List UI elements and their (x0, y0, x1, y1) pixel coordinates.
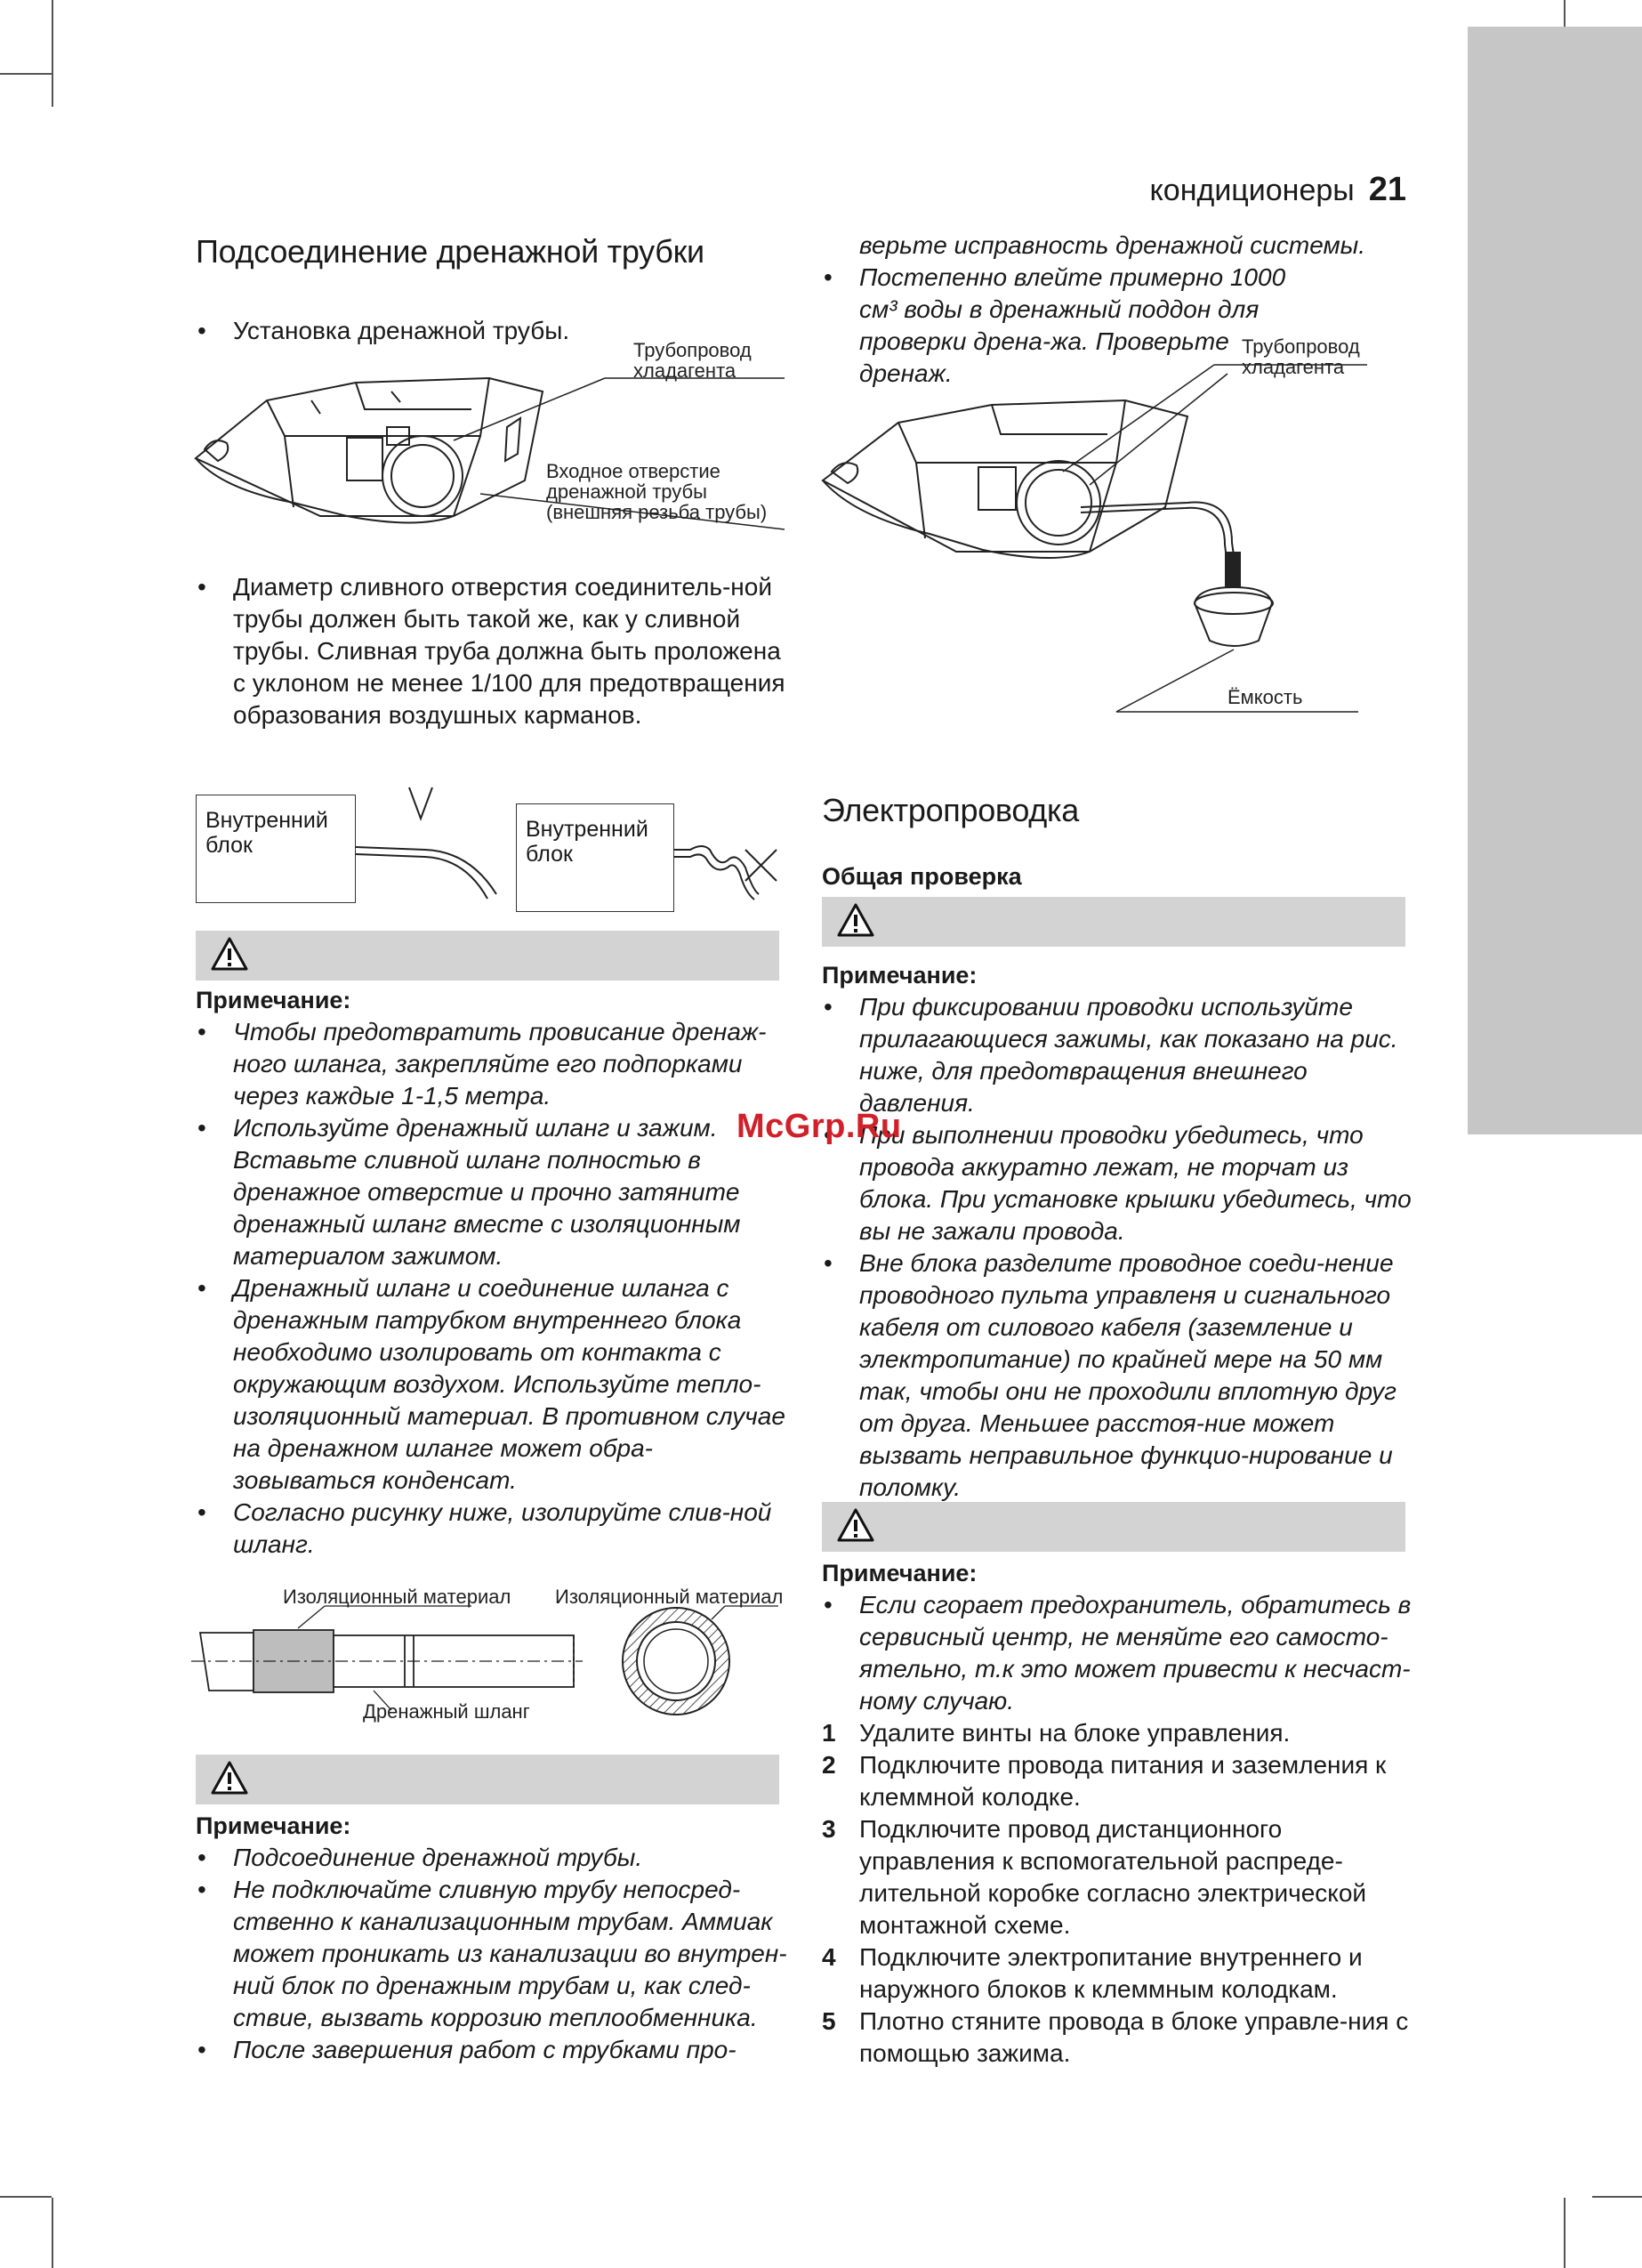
note3-item: • При фиксировании проводки используйте прилагающиеся зажимы, как показано на рис. ниже, для предотвращения внешнего давления. (822, 991, 1420, 1119)
note3-item: • Вне блока разделите проводное соеди-нение проводного пульта управленя и сигнального кабеля от силового кабеля (заземление и электропитание) по крайней мере на 50 мм так, чтобы они не проходили вплотную друг от друга. Меньшее расстоя-ние может вызвать неправильное функцио-нирование и поломку. (822, 1247, 1420, 1504)
warning-icon (836, 902, 875, 938)
diameter-bullet: • Диаметр сливного отверстия соединитель-ной трубы должен быть такой же, как у сливной трубы. Сливная труба должна быть проложена с уклоном не менее 1/100 для предотвращения образования воздушных карманов. (196, 571, 792, 731)
page-header (1150, 171, 1406, 209)
note2 (196, 1810, 792, 2066)
drain-test-figure (814, 335, 1383, 721)
step-item (822, 1717, 1420, 1749)
step-number: 2 (822, 1751, 836, 1779)
step-text: Удалите винты на блоке управления. (859, 1719, 1291, 1747)
drain-hose-label: Дренажный шланг (363, 1700, 530, 1723)
step-item (822, 2006, 1420, 2070)
step-item (822, 1813, 1420, 1941)
note1 (196, 984, 792, 1561)
step-item (822, 1749, 1420, 1813)
warning-icon (210, 936, 249, 972)
step-number: 3 (822, 1815, 836, 1843)
crop-mark (0, 2196, 52, 2198)
section-name: кондиционеры (1149, 174, 1355, 207)
note4 (822, 1557, 1420, 2070)
note3-title: Примечание: (822, 962, 978, 989)
step-text: Подключите провода питания и заземления к клеммной колодке. (859, 1751, 1387, 1811)
step-text: Плотно стяните провода в блоке управле-ния с помощью зажима. (859, 2007, 1409, 2067)
note1-item: • Согласно рисунку ниже, изолируйте слив-ной шланг. (196, 1497, 792, 1561)
slope-diagram (354, 779, 790, 921)
step-number: 5 (822, 2007, 836, 2035)
indoor-unit-box-incorrect: Внутренний блок (516, 803, 674, 912)
warning-icon (836, 1507, 875, 1543)
crop-mark (1564, 2198, 1566, 2268)
step-number: 1 (822, 1719, 836, 1747)
warning-bar (822, 897, 1405, 947)
note1-title: Примечание: (196, 987, 351, 1013)
note3 (822, 959, 1420, 1504)
insulation-figure (191, 1602, 796, 1726)
step-item (822, 1941, 1420, 2006)
crop-mark (1592, 2196, 1642, 2198)
install-bullet: • Установка дренажной трубы. (196, 315, 774, 347)
continued-item: верьте исправность дренажной системы. (859, 231, 1366, 259)
warning-bar (196, 1755, 779, 1804)
insulation-label-2: Изоляционный материал (555, 1586, 784, 1608)
container-label: Ёмкость (1227, 686, 1303, 708)
continued-item: • Постепенно влейте примерно 1000 см³ воды в дренажный поддон для проверки дрена-жа. Проверьте дренаж. (822, 262, 1329, 390)
drain-inlet-label: Входное отверстие дренажной трубы (внешняя резьба трубы) (546, 460, 768, 523)
crop-mark (52, 0, 53, 107)
note2-item: • После завершения работ с трубками про- (196, 2034, 792, 2066)
general-check-heading: Общая проверка (822, 863, 1022, 890)
indoor-unit-box-correct: Внутренний блок (196, 795, 356, 903)
warning-icon (210, 1760, 249, 1796)
crop-mark (0, 73, 52, 75)
note1-item: • Используйте дренажный шланг и зажим. Вставьте сливной шланг полностью в дренажное отверстие и прочно затяните дренажный шланг вместе с изоляционным материалом зажимом. (196, 1112, 792, 1272)
warning-bar (196, 931, 779, 981)
note2-item: • Подсоединение дренажной трубы. (196, 1842, 792, 1874)
note2-item: • Не подключайте сливную трубу непосред-ственно к канализационным трубам. Аммиак может проникать из канализации во внутрен-ний блок по дренажным трубам и, как след-ствие, вызвать коррозию теплообменника. (196, 1874, 792, 2034)
insulation-label-1: Изоляционный материал (283, 1586, 511, 1608)
note4-item: • Если сгорает предохранитель, обратитесь в сервисный центр, не меняйте его самосто-ятельно, т.к это может привести к несчаст-ному случаю. (822, 1589, 1420, 1717)
crop-mark (52, 2198, 53, 2268)
diameter-bullet-block (196, 571, 792, 731)
refrigerant-pipe-label-right: Трубопровод хладагента (1242, 335, 1360, 378)
step-number: 4 (822, 1943, 836, 1971)
drain-heading: Подсоединение дренажной трубки (196, 233, 704, 270)
refrigerant-pipe-label: Трубопровод хладагента (633, 339, 752, 382)
step-text: Подключите электропитание внутреннего и наружного блоков к клеммным колодкам. (859, 1943, 1363, 2003)
note1-item: • Чтобы предотвратить провисание дренаж-ного шланга, закрепляйте его подпорками через каждые 1-1,5 метра. (196, 1016, 792, 1112)
step-text: Подключите провод дистанционного управления к вспомогательной распреде-лительной коробке согласно электрической монтажной схеме. (859, 1815, 1367, 1939)
wiring-heading: Электропроводка (822, 792, 1079, 828)
note1-item: • Дренажный шланг и соединение шланга с дренажным патрубком внутреннего блока необходимо изолировать от контакта с окружающим воздухом. Используйте тепло-изоляционный материал. В противном случае на дренажном шланге может обра-зовываться конденсат. (196, 1272, 792, 1497)
note2-title: Примечание: (196, 1812, 351, 1839)
note3-item: • При выполнении проводки убедитесь, что провода аккуратно лежат, не торчат из блока. При установке крышки убедитесь, что вы не зажали провода. (822, 1119, 1420, 1247)
warning-bar (822, 1502, 1405, 1552)
section-tab (1468, 27, 1642, 1134)
page-number: 21 (1368, 171, 1406, 208)
watermark: McGrp.Ru (736, 1108, 902, 1145)
note4-title: Примечание: (822, 1560, 978, 1586)
